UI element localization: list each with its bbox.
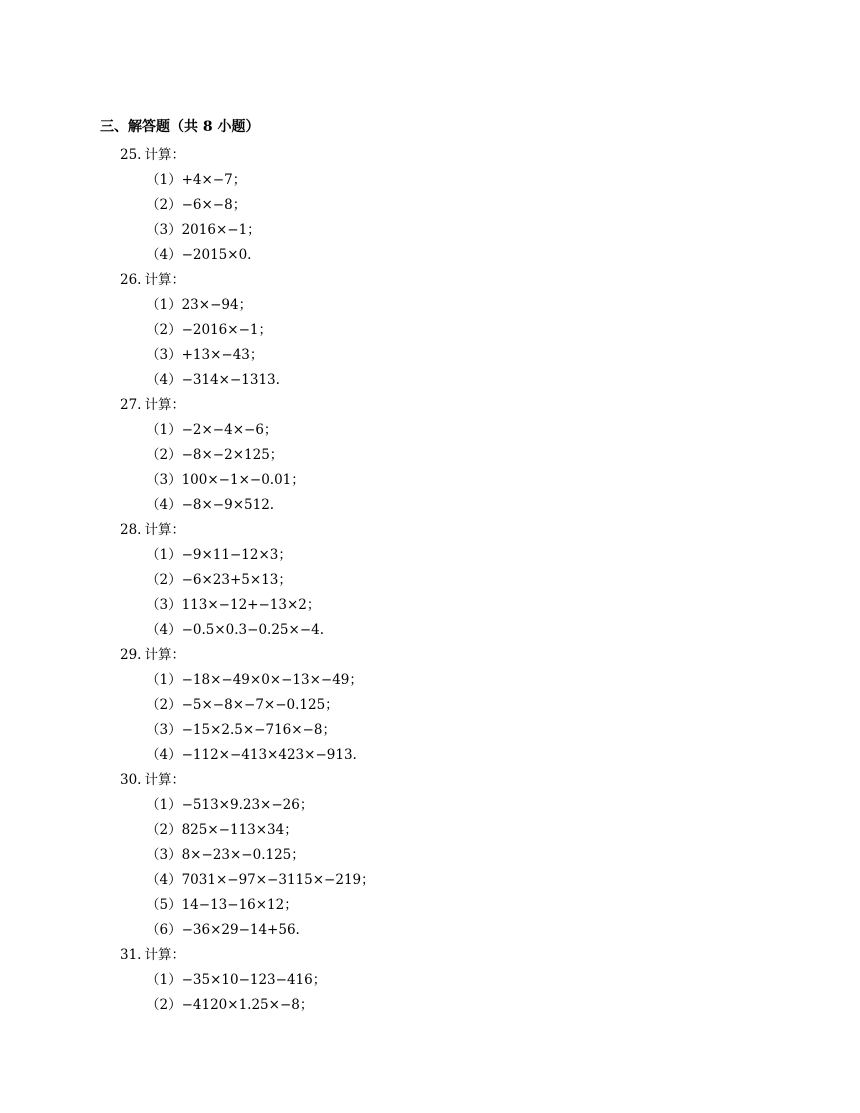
question-part: （4）−2015×0. bbox=[146, 247, 252, 263]
question-prompt: 计算： bbox=[144, 947, 185, 963]
question-part: （1）−18×−49×0×−13×−49； bbox=[146, 672, 363, 688]
question-part: （2）−4120×1.25×−8； bbox=[146, 997, 314, 1013]
question-prompt: 计算： bbox=[144, 397, 185, 413]
question-part: （4）−314×−1313. bbox=[146, 372, 280, 388]
question-part: （2）−8×−2×125； bbox=[146, 447, 284, 463]
question-heading bbox=[120, 645, 185, 665]
question-part: （1）+4×−7； bbox=[146, 172, 247, 188]
question-number: 30. bbox=[120, 772, 142, 788]
question-part: （2）−6×−8； bbox=[146, 197, 247, 213]
question-part: （2）−5×−8×−7×−0.125； bbox=[146, 697, 339, 713]
question-prompt: 计算： bbox=[144, 147, 185, 163]
question-part: （6）−36×29−14+56. bbox=[146, 922, 300, 938]
question-number: 26. bbox=[120, 272, 142, 288]
question-part: （1）−9×11−12×3； bbox=[146, 547, 292, 563]
question-part: （2）−6×23+5×13； bbox=[146, 572, 292, 588]
question-part: （2）−2016×−1； bbox=[146, 322, 272, 338]
question-heading bbox=[120, 770, 185, 790]
question-number: 28. bbox=[120, 522, 142, 538]
question-part: （4）−8×−9×512. bbox=[146, 497, 275, 513]
question-heading bbox=[120, 145, 185, 165]
question-part: （2）825×−113×34； bbox=[146, 822, 298, 838]
question-heading bbox=[120, 945, 185, 965]
question-number: 31. bbox=[120, 947, 142, 963]
question-part: （4）−112×−413×423×−913. bbox=[146, 747, 357, 763]
question-part: （3）−15×2.5×−716×−8； bbox=[146, 722, 336, 738]
question-prompt: 计算： bbox=[144, 772, 185, 788]
section-title: 三、解答题（共 8 小题） bbox=[100, 119, 260, 135]
question-part: （3）+13×−43； bbox=[146, 347, 264, 363]
question-part: （5）14−13−16×12； bbox=[146, 897, 298, 913]
question-part: （3）2016×−1； bbox=[146, 222, 261, 238]
question-part: （4）7031×−97×−3115×−219； bbox=[146, 872, 375, 888]
question-heading bbox=[120, 395, 185, 415]
question-part: （3）100×−1×−0.01； bbox=[146, 472, 305, 488]
question-number: 29. bbox=[120, 647, 142, 663]
question-part: （1）−513×9.23×−26； bbox=[146, 797, 314, 813]
question-part: （1）−2×−4×−6； bbox=[146, 422, 278, 438]
question-prompt: 计算： bbox=[144, 522, 185, 538]
question-heading bbox=[120, 270, 185, 290]
question-number: 25. bbox=[120, 147, 142, 163]
question-prompt: 计算： bbox=[144, 647, 185, 663]
question-part: （1）23×−94； bbox=[146, 297, 253, 313]
question-number: 27. bbox=[120, 397, 142, 413]
question-part: （1）−35×10−123−416； bbox=[146, 972, 327, 988]
question-part: （3）113×−12+−13×2； bbox=[146, 597, 321, 613]
question-part: （3）8×−23×−0.125； bbox=[146, 847, 305, 863]
question-heading bbox=[120, 520, 185, 540]
question-prompt: 计算： bbox=[144, 272, 185, 288]
question-part: （4）−0.5×0.3−0.25×−4. bbox=[146, 622, 325, 638]
